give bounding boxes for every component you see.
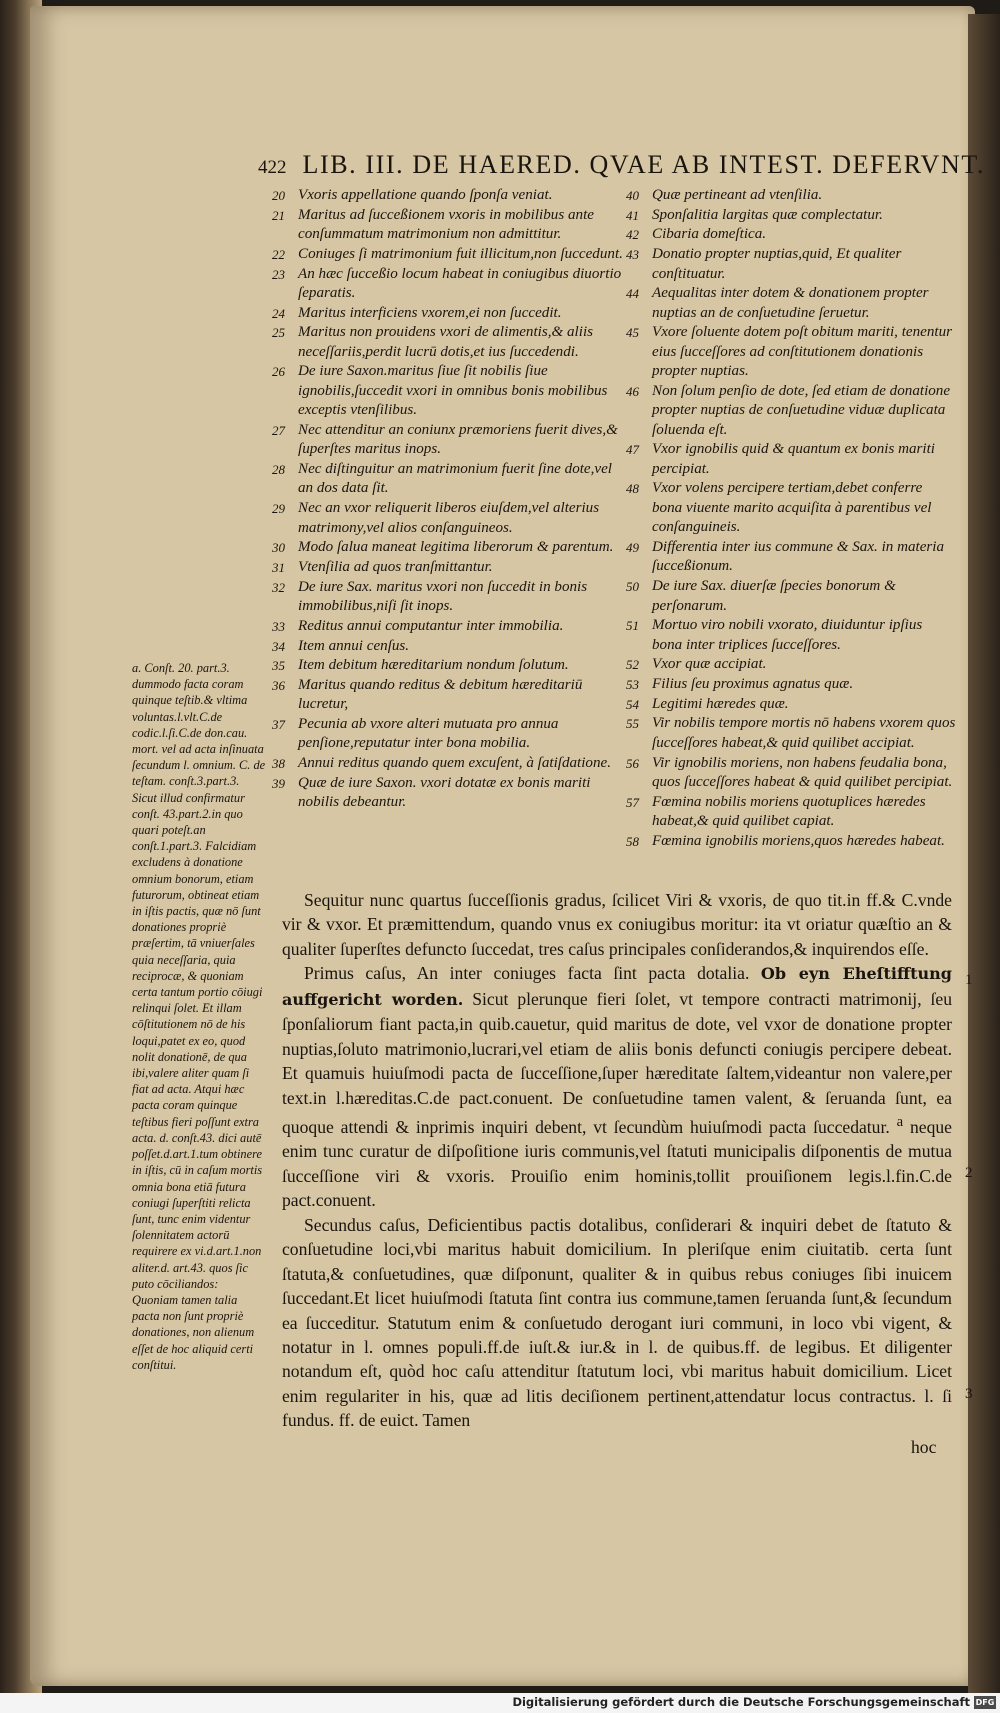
index-text: Maritus ad ſucceßionem vxoris in mobilibus ante conſummatum matrimonium non admittitur. — [298, 206, 594, 243]
index-right-entry — [626, 675, 956, 694]
index-number: 51 — [626, 618, 639, 634]
index-number: 26 — [272, 364, 285, 380]
index-left-entry — [272, 617, 624, 636]
paragraph-secundus-casus: Secundus caſus, Deficientibus pactis dotalibus, conſiderari & inquiri debet de ſtatuto & conſuetudine loci,vbi maritus habuit domicilium. In pleriſque enim ciuitatib. certa ſunt ſtatuta,& conſuetudines, quæ diſponunt, qualiter & in quibus rebus coniuges ſibi inuicem ſuccedant.Et licet huiuſmodi ſtatuta ſint contra ius commune,tamen ſeruanda ſunt,& ſecundum ea ſucceditur. Statutum enim & conſuetudo derogant iuri communi, in loco vbi vigent, & notatur in l. omnes populi.ff.de iuſt.& iur.& in l. de quibus.ff. de legibus. Et diligenter notandum eſt, quòd hoc caſu attenditur ſtatutum loci, vbi maritus habuit domicilium. Licet enim regulariter in his, quæ ad litis deciſionem pertinent,attendatur locus contractus. l. ſi fundus. ff. de euict. Tamen — [282, 1214, 952, 1431]
index-left-entry — [272, 362, 624, 420]
index-number: 50 — [626, 579, 639, 595]
index-text: Aequalitas inter dotem & donationem propter nuptias an de conſuetudine ſeruetur. — [652, 285, 929, 321]
index-left-entry — [272, 265, 624, 304]
index-text: Sponſalitia largitas quæ complectatur. — [652, 206, 883, 223]
index-text: Maritus non prouidens vxori de alimentis,& aliis neceſſariis,perdit lucrū dotis,et ius ſuccedendi. — [298, 324, 594, 360]
index-text: Coniuges ſi matrimonium fuit illicitum,non ſuccedunt. — [298, 245, 623, 262]
index-right-entry — [626, 245, 956, 284]
index-text: Legitimi hæredes quæ. — [652, 695, 789, 712]
index-text: Vxor ignobilis quid & quantum ex bonis mariti percipiat. — [652, 441, 936, 477]
index-text: Vxoris appellatione quando ſponſa veniat. — [298, 187, 553, 203]
footer-bar — [0, 1693, 1000, 1713]
index-text: Fœmina ignobilis moriens,quos hæredes habeat. — [652, 832, 945, 849]
index-text: Vxor volens percipere tertiam,debet conferre bona viuente marito acquiſita à parentibus vel conſanguineis. — [652, 480, 932, 536]
index-number: 56 — [626, 755, 639, 771]
index-right-entry — [626, 695, 956, 714]
index-number: 27 — [272, 422, 285, 438]
index-right-entry — [626, 382, 956, 440]
index-number: 21 — [272, 207, 285, 223]
dfg-logo: DFG — [975, 1698, 995, 1707]
index-text: Vxore ſoluente dotem poſt obitum mariti, tenentur eius ſucceſſores ad conſtitutionem donationis propter nuptias. — [652, 324, 953, 380]
index-right-entry — [626, 440, 956, 479]
index-number: 38 — [272, 756, 285, 772]
index-left-entry — [272, 578, 624, 617]
index-right-entry — [626, 206, 956, 225]
index-number: 23 — [272, 266, 285, 282]
index-number: 49 — [626, 539, 639, 555]
paragraph-sequitur: Sequitur nunc quartus ſucceſſionis gradus, ſcilicet Viri & vxoris, de quo tit.in ff.& C.vnde vir & vxor. Et præmittendum, quando vnus ex coniugibus moritur: ita vt oriatur quæſtio an & qualiter ſuperſtes defuncto ſuccedat, tres caſus principales conſiderandos,& inquirendos eſſe. — [282, 890, 952, 959]
index-left-entry — [272, 245, 624, 264]
index-text: An hæc ſucceßio locum habeat in coniugibus diuortio ſeparatis. — [298, 265, 622, 301]
index-number: 39 — [272, 775, 285, 791]
index-text: Item debitum hæreditarium nondum ſolutum. — [298, 657, 569, 674]
margin-note: a. Conſt. 20. part.3. dummodo facta coram quinque teſtib.& vltima voluntas.l.vlt.C.de codic.l.ſi.C.de don.cau. mort. vel ad acta inſinuata ſecundum l. omnium. C. de teſtam. conſt.3.part.3. Sicut illud confirmatur conſt. 43.part.2.in quo quari poteſt.an conſt.1.part.3. Falcidiam excludens à donatione omnium bonorum, etiam futurorum, obtineat etiam in iſtis pactis, quæ nō ſunt donationes propriè præſertim, tā vniuerſales quia neceſſaria, quia reciprocæ, & quoniam certa tantum portio cōiugi relinqui ſolet. Et illam cōſtitutionem nō de his loqui,patet ex eo, quod nolit donationē, de qua ibi,valere aliter quam ſi fiat ad acta. Atqui hæc pacta coram quinque teſtibus fieri poſſunt extra acta. d. conſt.43. dici autē poſſet.d.art.1.tum obtinere in iſtis, cū in caſum mortis omnia bona etiā futura coniugi ſuperſtiti relicta ſunt, tunc enim videntur ſolennitatem actorū requirere ex vi.d.art.1.non aliter.d. art.43. quos ſic puto cōciliandos: Quoniam tamen talia pacta non ſunt propriè donationes, non alienum eſſet de hoc aliquid certi conſtitui. — [132, 661, 266, 1372]
index-text: De iure Sax. maritus vxori non ſuccedit in bonis immobilibus,niſi ſit inops. — [298, 578, 588, 615]
summary-index-left — [272, 186, 624, 813]
index-left-entry — [272, 538, 624, 557]
index-number: 20 — [272, 188, 285, 203]
index-text: Filius ſeu proximus agnatus quæ. — [652, 676, 854, 693]
primus-casus-cont: neque enim tunc curatur de diſpoſitione iuris communis,vel ſtatuti municipalis diſponentis de mutua ſucceſſione viri & vxoris. Prouiſio enim hominis,tollit prouiſionem legis.l.fin.C.de pact.conuent. — [282, 1116, 952, 1211]
catchword: hoc — [911, 1437, 937, 1457]
index-number: 35 — [272, 658, 285, 674]
index-number: 37 — [272, 717, 285, 733]
index-text: Vir nobilis tempore mortis nō habens vxorem quos ſucceſſores habeat,& quid quilibet accipiat. — [652, 715, 956, 751]
index-number: 30 — [272, 540, 285, 556]
index-number: 48 — [626, 481, 639, 497]
index-right-entry — [626, 323, 956, 381]
running-head — [258, 150, 985, 180]
index-right-entry — [626, 655, 956, 674]
index-text: Nec diſtinguitur an matrimonium fuerit ſine dote,vel an dos data ſit. — [298, 461, 612, 497]
primus-casus-lead: Primus caſus, An inter coniuges facta ſint pacta dotalia. — [304, 963, 750, 984]
index-text: Fœmina nobilis moriens quotuplices hæredes habeat,& quid quilibet capiat. — [652, 793, 926, 830]
summary-index-right — [626, 186, 956, 851]
index-left-entry — [272, 499, 624, 538]
paragraph-primus-casus — [282, 961, 952, 1212]
index-text: Annui reditus quando quem excuſent, à ſatiſdatione. — [298, 755, 612, 772]
index-right-entry — [626, 754, 956, 793]
index-text: Quæ pertineant ad vtenſilia. — [652, 187, 823, 203]
index-right-entry — [626, 186, 956, 205]
index-number: 36 — [272, 677, 285, 693]
index-number: 42 — [626, 227, 639, 243]
index-text: Differentia inter ius commune & Sax. in materia ſucceßionum. — [652, 538, 945, 575]
index-text: De iure Sax. diuerſæ ſpecies bonorum & perſonarum. — [652, 578, 896, 614]
index-left-entry — [272, 186, 624, 205]
footnote-marker: a — [896, 1114, 904, 1131]
index-number: 28 — [272, 462, 285, 478]
margin-number-2: 2 — [965, 1165, 973, 1181]
index-number: 58 — [626, 833, 639, 849]
index-text: Vxor quæ accipiat. — [652, 656, 767, 673]
index-number: 52 — [626, 657, 639, 673]
index-text: Modo ſalua maneat legitima liberorum & parentum. — [298, 539, 614, 556]
index-number: 29 — [272, 501, 285, 517]
index-left-entry — [272, 206, 624, 245]
index-text: Reditus annui computantur inter immobilia. — [298, 617, 564, 634]
index-number: 47 — [626, 442, 639, 458]
margin-number-3: 3 — [965, 1386, 973, 1402]
body-text — [282, 888, 952, 1433]
index-text: Item annui cenſus. — [298, 637, 410, 654]
index-number: 57 — [626, 794, 639, 810]
index-right-entry — [626, 714, 956, 753]
index-number: 46 — [626, 383, 639, 399]
index-text: De iure Saxon.maritus ſiue ſit nobilis ſiue ignobilis,ſuccedit vxori in omnibus bonis mobilibus exceptis vtenſilibus. — [298, 363, 608, 419]
index-left-entry — [272, 460, 624, 499]
german-blackletter-gloss: Ob eyn Eheſtifftung auffgericht worden. — [282, 964, 952, 1009]
index-number: 54 — [626, 696, 639, 712]
index-text: Maritus quando reditus & debitum hæreditariū lucretur, — [298, 676, 583, 713]
index-right-entry — [626, 832, 956, 851]
index-number: 31 — [272, 559, 285, 575]
index-left-entry — [272, 421, 624, 460]
index-number: 44 — [626, 286, 639, 302]
index-number: 33 — [272, 618, 285, 634]
running-title: LIB. III. DE HAERED. QVAE AB INTEST. DEFERVNT. — [302, 150, 985, 179]
index-number: 25 — [272, 325, 285, 341]
index-left-entry — [272, 715, 624, 754]
index-left-entry — [272, 323, 624, 362]
index-left-entry — [272, 304, 624, 323]
index-number: 22 — [272, 246, 285, 262]
index-left-entry — [272, 774, 624, 813]
index-right-entry — [626, 284, 956, 323]
index-right-entry — [626, 225, 956, 244]
index-text: Donatio propter nuptias,quid, Et qualiter conſtituatur. — [652, 246, 902, 282]
index-left-entry — [272, 558, 624, 577]
index-text: Cibaria domeſtica. — [652, 226, 767, 243]
index-number: 32 — [272, 579, 285, 595]
index-text: Pecunia ab vxore alteri mutuata pro annua penſione,reputatur inter bona mobilia. — [298, 716, 559, 752]
index-number: 55 — [626, 716, 639, 732]
index-number: 34 — [272, 638, 285, 654]
primus-casus-text: Sicut plerunque fieri ſolet, vt tempore contracti matrimonij, ſeu ſponſaliorum fiant pacta,in quib.cauetur, quid maritus de dote, vel vxor de donatione propter nuptias,ſoluto matrimonio,lucrari,vel etiam de aliis bonis defuncti coniugis percipere debeat. Et quamuis huiuſmodi pacta de ſucceſſione,ſuper hæreditate ſaltem,videantur non valere,per text.in l.hæreditas.C.de pact.conuent. De conſuetudine tamen valent, & ſeruanda ſunt, ea quoque attendi & inprimis inquiri debent, vt ſecundùm huiuſmodi pacta ſuccedatur. — [282, 988, 952, 1137]
index-left-entry — [272, 637, 624, 656]
index-text: Nec attenditur an coniunx præmoriens fuerit dives,& ſuperſtes maritus inops. — [298, 421, 618, 458]
index-text: Quæ de iure Saxon. vxori dotatæ ex bonis mariti nobilis debeantur. — [298, 774, 591, 811]
index-right-entry — [626, 538, 956, 577]
index-number: 40 — [626, 188, 639, 203]
index-text: Vtenſilia ad quos tranſmittantur. — [298, 558, 493, 575]
page-number: 422 — [258, 157, 287, 178]
index-number: 45 — [626, 325, 639, 341]
index-right-entry — [626, 793, 956, 832]
margin-number-1: 1 — [965, 972, 973, 988]
index-number: 41 — [626, 207, 639, 223]
index-right-entry — [626, 479, 956, 537]
page-edge — [968, 14, 1000, 1694]
index-number: 53 — [626, 677, 639, 693]
index-number: 24 — [272, 305, 285, 321]
index-right-entry — [626, 577, 956, 616]
index-left-entry — [272, 676, 624, 715]
footer-credit: Digitalisierung gefördert durch die Deutsche Forschungsgemeinschaft — [512, 1695, 970, 1709]
index-text: Nec an vxor reliquerit liberos eiuſdem,vel alterius matrimony,vel alios conſanguineos. — [298, 500, 600, 536]
index-text: Mortuo viro nobili vxorato, diuiduntur ipſius bona inter triplices ſucceſſores. — [652, 617, 923, 653]
index-right-entry — [626, 616, 956, 655]
index-text: Vir ignobilis moriens, non habens feudalia bona, quos ſucceſſores habeat & quid quilibet percipiat. — [652, 754, 953, 790]
index-text: Non ſolum penſio de dote, ſed etiam de donatione propter nuptias de conſuetudine viduæ duplicata ſoluenda eſt. — [652, 382, 951, 438]
index-left-entry — [272, 754, 624, 773]
index-left-entry — [272, 656, 624, 675]
index-number: 43 — [626, 247, 639, 263]
index-text: Maritus interficiens vxorem,ei non ſuccedit. — [298, 304, 562, 321]
